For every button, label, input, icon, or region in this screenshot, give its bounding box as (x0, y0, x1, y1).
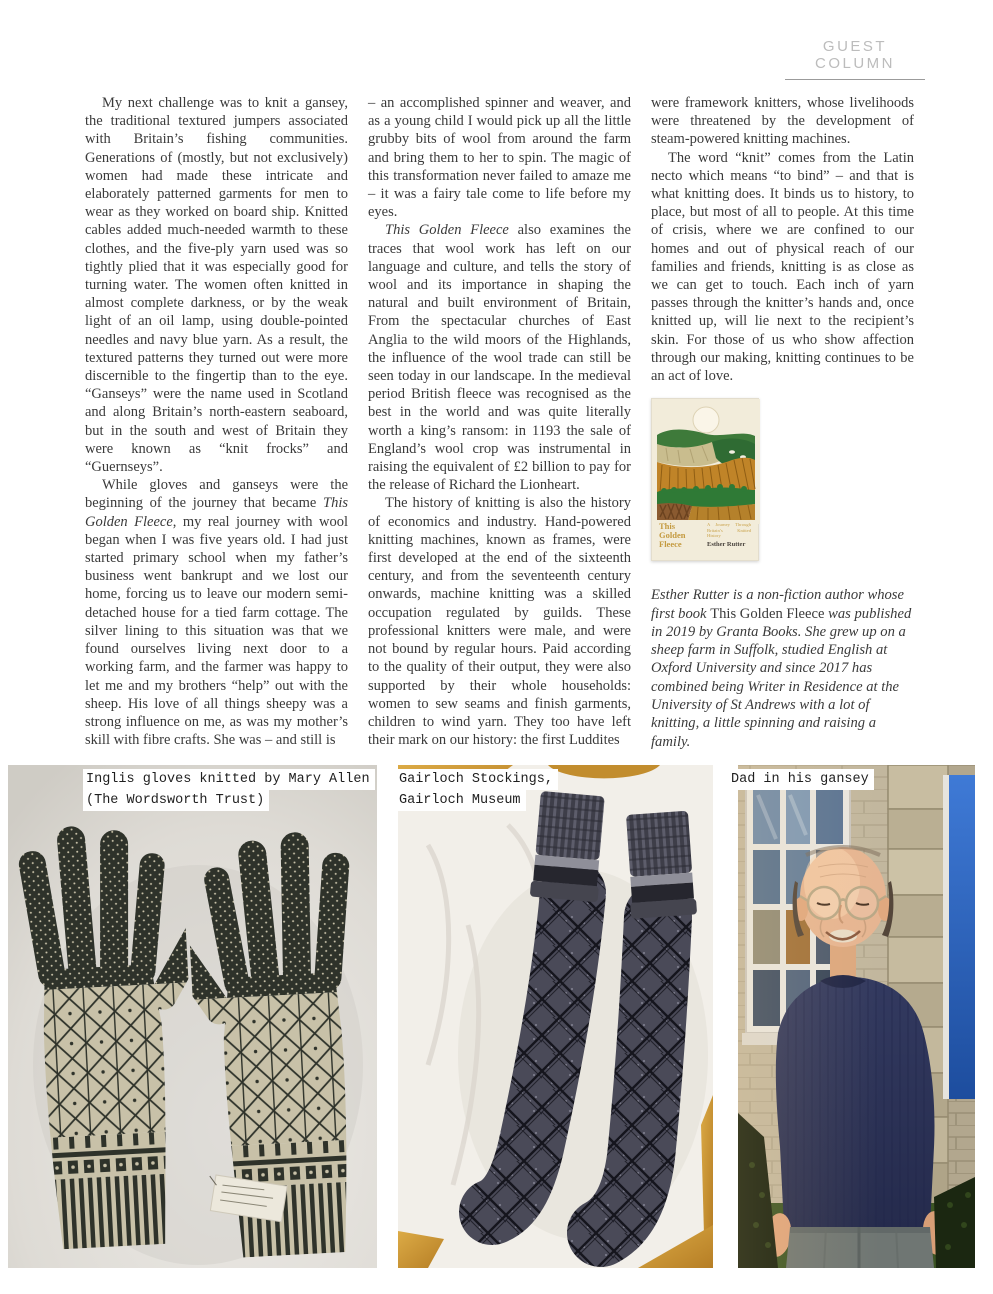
photo-gloves (8, 765, 377, 1268)
book-cover-author: Esther Rutter (707, 541, 746, 549)
caption-line: Dad in his gansey (728, 769, 874, 790)
gloves-illustration (8, 765, 377, 1268)
photo-stockings (398, 765, 713, 1268)
caption-stockings (396, 769, 558, 811)
caption-gloves (83, 769, 375, 811)
article-column-2 (368, 94, 631, 751)
book-title-inline: This Golden Fleece (710, 605, 825, 622)
paragraph: My next challenge was to knit a gansey, the traditional textured jumpers associated with Britain’s fishing communities. Generations of (mostly, but not exclusively) women had made these intricate and elaborately patterned garments for men to wear as they worked on board ship. Knitted cables added much-needed warmth to these clothes, and the five-ply yarn used was so tightly plied that it was especially good for turning water. The women often knitted in almost complete darkness, or by the weak light of an oil lamp, using double-pointed needles and navy blue yarn. As a result, the textured patterns they turned out were more discernible to the fingertip than to the eye. “Ganseys” were the name used in Scotland and along Britain’s north-eastern seaboard, but in the south and west of Britain they were known as “knit frocks” and “Guernseys”. (85, 95, 348, 476)
caption-line: Gairloch Stockings, (396, 769, 558, 790)
book-cover-right (701, 522, 751, 558)
gansey-illustration (738, 765, 975, 1268)
caption-line: Gairloch Museum (396, 790, 526, 811)
caption-line: Inglis gloves knitted by Mary Allen (83, 769, 375, 790)
book-cover-text (652, 522, 758, 558)
caption-gansey (728, 769, 874, 790)
text-segment: also examines the traces that wool work has left on our language and culture, and tells the story of wool and its importance in shaping the natural and built environment of Britain, From the spectacular churches of East Anglia to the wild moors of the Highlands, the influence of the wool trade can still be seen today in our landscape. In the medieval period British fleece was recognised as the best in the world and was quite literally worth a king’s ransom: in 1193 the sale of England’s wool crop was instrumental in raising the equivalent of £2 billion to pay for the release of Richard the Lionheart. (368, 222, 631, 494)
paragraph: were framework knitters, whose livelihoods were threatened by the development of steam-powered knitting machines. (651, 95, 914, 148)
paragraph (368, 221, 631, 494)
text-segment: , my real journey with wool began when I was five years old. I had just started primary school when my father’s business went bankrupt and we lost our home, forcing us to leave our modern semi-detached house for a tied farm cottage. The silver lining to this situation was that we found ourselves living next door to a working farm, and the farmer was happy to let me and my brothers “help” out with the sheep. His love of all things sheepy was a strong influence on me, as was my mother’s skill with fibre crafts. She was – and still is (85, 513, 348, 749)
book-cover-title: This Golden Fleece (659, 521, 686, 550)
article-body (85, 94, 914, 751)
caption-line: (The Wordsworth Trust) (83, 790, 269, 811)
article-column-1 (85, 94, 348, 751)
text-segment: was published in 2019 by Granta Books. She grew up on a sheep farm in Suffolk, studied English at Oxford University and since 2017 has combined being Writer in Residence at the University of St Andrews with a lot of knitting, a little spinning and raising a family. (651, 605, 912, 750)
book-cover-subtitle: A Journey Through Britain’s Knitted History (707, 522, 751, 539)
guest-column-header: GUEST COLUMN (785, 38, 925, 80)
paragraph: The word “knit” comes from the Latin necto which means “to bind” – and that is what knitting does. It binds us to history, to place, but most of all to people. At this time of crisis, where we are confined to our homes and out of physical reach of our families and friends, knitting is as close as we can get to touch. Each inch of yarn passes through the knitter’s hands and, once knitted up, will lie next to the recipient’s skin. For those of us who show affection through our making, knitting continues to be an act of love. (651, 149, 914, 385)
paragraph: The history of knitting is also the history of economics and industry. Hand-powered knitting machines, known as frames, were first developed at the end of the sixteenth century, and from the seventeenth century onwards, machine knitting was a skilled occupation regulated by guilds. These professional knitters were male, and were not bound by regular hours. Paid according to the quality of their output, they were also supported by their whole households: women to sew seams and finish garments, children to wind yarn. They too have left their mark on our history: the first Luddites (368, 495, 631, 749)
paragraph (85, 476, 348, 749)
text-segment: While gloves and ganseys were the beginning of the journey that became (85, 477, 348, 512)
book-title-inline: This Golden Fleece (385, 222, 509, 239)
text-segment: Esther Rutter is a non-fiction author whose first book (651, 587, 904, 622)
paragraph: – an accomplished spinner and weaver, and as a young child I would pick up all the little grubby bits of wool from around the farm and bring them to her to spin. The magic of this transformation never failed to amaze me – it was a fairy tale come to life before my eyes. (368, 95, 631, 221)
author-bio (651, 586, 914, 751)
stockings-illustration (398, 765, 713, 1268)
article-column-3 (651, 94, 914, 751)
book-title-inline: This Golden Fleece (85, 495, 348, 530)
book-cover (651, 398, 759, 561)
book-cover-illustration (652, 399, 760, 524)
photo-gansey (738, 765, 975, 1268)
